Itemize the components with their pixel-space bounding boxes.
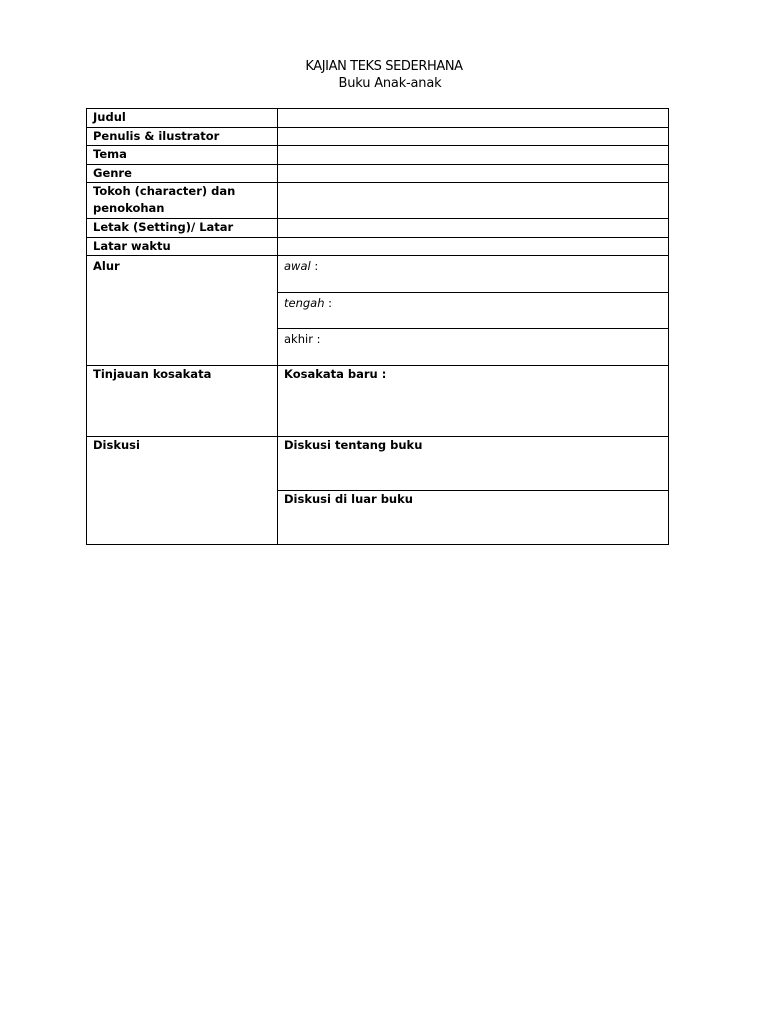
alur-tengah-label: tengah xyxy=(284,295,325,310)
row-label-alur: Alur xyxy=(87,256,278,366)
field-alur-tengah[interactable] xyxy=(278,292,669,329)
table-row-tokoh xyxy=(87,183,669,219)
field-judul[interactable] xyxy=(278,109,669,128)
field-latar-waktu[interactable] xyxy=(278,237,669,256)
field-diskusi-luar-buku[interactable] xyxy=(278,490,669,544)
alur-awal-colon: : xyxy=(310,259,319,273)
field-kosakata-baru[interactable] xyxy=(278,365,669,436)
field-tokoh[interactable] xyxy=(278,183,669,219)
row-label-judul: Judul xyxy=(87,109,278,128)
field-genre[interactable] xyxy=(278,164,669,183)
row-label-tokoh-line2: penokohan xyxy=(93,201,165,215)
table-row-latar-waktu xyxy=(87,237,669,256)
row-label-penulis: Penulis & ilustrator xyxy=(87,127,278,146)
book-review-table xyxy=(86,108,669,545)
alur-awal-label: awal xyxy=(284,259,311,273)
row-label-tokoh xyxy=(87,183,278,219)
diskusi-luar-buku-label: Diskusi di luar buku xyxy=(284,491,413,506)
field-alur-akhir[interactable] xyxy=(278,329,669,366)
table-row-diskusi-tentang xyxy=(87,436,669,490)
kosakata-baru-label: Kosakata baru : xyxy=(284,366,387,381)
row-label-letak: Letak (Setting)/ Latar xyxy=(87,219,278,238)
table-row-alur-awal xyxy=(87,256,669,293)
table-row-letak xyxy=(87,219,669,238)
alur-akhir-label: akhir : xyxy=(284,332,321,346)
field-letak[interactable] xyxy=(278,219,669,238)
page-subtitle: Buku Anak-anak xyxy=(338,76,442,91)
table-row-tema xyxy=(87,146,669,165)
field-tema[interactable] xyxy=(278,146,669,165)
table-row-penulis xyxy=(87,127,669,146)
field-diskusi-tentang-buku[interactable] xyxy=(278,436,669,490)
field-penulis[interactable] xyxy=(278,127,669,146)
row-label-genre: Genre xyxy=(87,164,278,183)
row-label-tinjauan: Tinjauan kosakata xyxy=(87,365,278,436)
table-row-judul xyxy=(87,109,669,128)
row-label-diskusi: Diskusi xyxy=(87,436,278,544)
alur-tengah-colon: : xyxy=(324,295,333,310)
row-label-tema: Tema xyxy=(87,146,278,165)
field-alur-awal[interactable] xyxy=(278,256,669,293)
row-label-tokoh-line1: Tokoh (character) dan xyxy=(93,184,236,198)
table-row-tinjauan-kosakata xyxy=(87,365,669,436)
diskusi-tentang-buku-label: Diskusi tentang buku xyxy=(284,437,423,452)
row-label-latar-waktu: Latar waktu xyxy=(87,237,278,256)
table-row-genre xyxy=(87,164,669,183)
page-title: KAJIAN TEKS SEDERHANA xyxy=(305,59,463,74)
page-header xyxy=(0,58,768,92)
